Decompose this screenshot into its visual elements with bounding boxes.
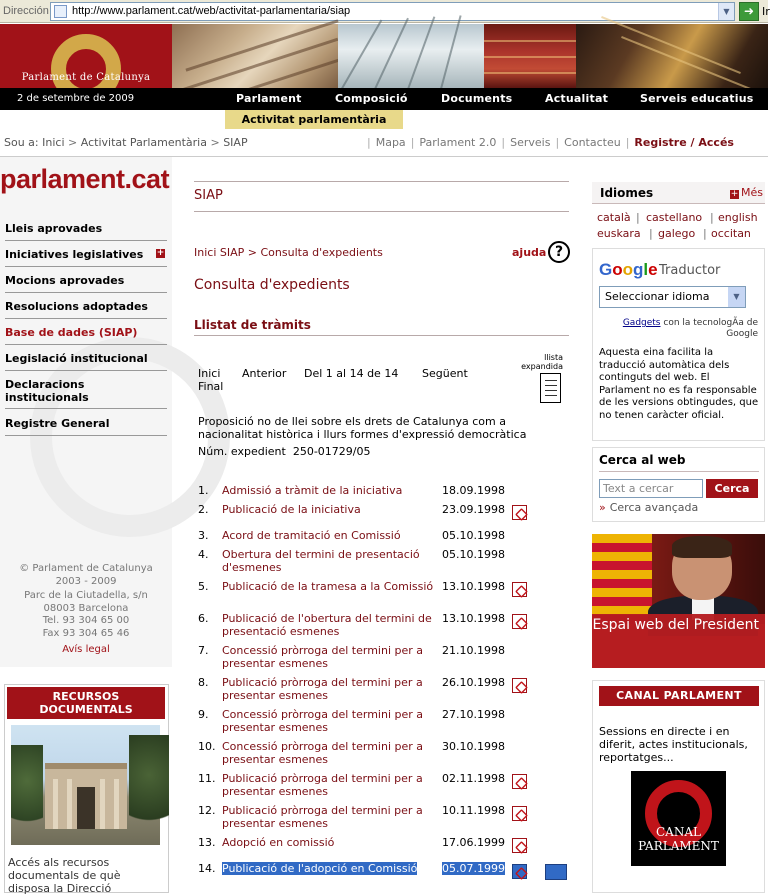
languages-more-link[interactable]	[730, 186, 763, 199]
breadcrumb-inici[interactable]: Inici	[42, 136, 65, 149]
translator-disclaimer: Aquesta eina facilita la traducció automàtica dels continguts del web. El Parlament no es fa responsable de les versions obtingudes, que no tenen caràcter oficial.	[599, 347, 759, 421]
nav-serveis-educatius[interactable]: Serveis educatius	[640, 92, 754, 105]
link-serveis[interactable]: Serveis	[510, 136, 551, 149]
row-number: 11.	[198, 772, 216, 785]
nav-documents[interactable]: Documents	[441, 92, 513, 105]
link-contacteu[interactable]: Contacteu	[564, 136, 621, 149]
expedient-number	[198, 445, 371, 458]
row-title-link[interactable]: Publicació pròrroga del termini per a presentar esmenes	[222, 772, 423, 798]
language-select-value: Seleccionar idioma	[605, 290, 710, 303]
president-banner-text[interactable]: Espai web del President	[592, 617, 759, 633]
link-registre[interactable]: Registre	[634, 136, 687, 149]
more-label: Més	[741, 186, 763, 199]
row-number: 7.	[198, 644, 209, 657]
pdf-icon[interactable]	[512, 678, 527, 693]
canal-parlament-logo[interactable]	[631, 771, 726, 866]
row-date: 26.10.1998	[442, 676, 505, 689]
header-date: 2 de setembre de 2009	[17, 93, 135, 104]
row-date: 27.10.1998	[442, 708, 505, 721]
expedient-value: 250-01729/05	[292, 445, 371, 458]
row-title-link[interactable]: Publicació de la tramesa a la Comissió	[222, 580, 434, 593]
translator-label: Traductor	[659, 263, 721, 278]
city-line: 08003 Barcelona	[43, 602, 129, 614]
row-date: 23.09.1998	[442, 503, 505, 516]
row-number: 2.	[198, 503, 209, 516]
header-photo-skylight	[338, 24, 484, 88]
xml-icon[interactable]	[545, 864, 567, 880]
url-field[interactable]	[50, 2, 735, 21]
row-date: 17.06.1999	[442, 836, 505, 849]
sidebar-item-iniciatives-legislatives[interactable]	[5, 248, 167, 267]
pdf-icon[interactable]	[512, 505, 527, 520]
row-date: 30.10.1998	[442, 740, 505, 753]
section-title: SIAP	[194, 188, 223, 203]
breadcrumb-current: SIAP	[223, 136, 248, 149]
president-banner[interactable]	[592, 534, 765, 668]
breadcrumb: Sou a: Inici > Activitat Parlamentària > SIAP	[4, 136, 248, 149]
row-title-link[interactable]: Acord de tramitació en Comissió	[222, 529, 401, 542]
row-number: 6.	[198, 612, 209, 625]
header-photo-stairs	[172, 24, 338, 88]
row-number: 10.	[198, 740, 216, 753]
pdf-icon[interactable]	[512, 806, 527, 821]
search-input[interactable]: Text a cercar	[599, 479, 703, 498]
expand-plus-icon[interactable]: +	[156, 248, 165, 258]
link-mapa[interactable]: Mapa	[375, 136, 406, 149]
sidebar-item-base-de-dades-siap[interactable]: Base de dades (SIAP)	[5, 326, 167, 345]
divider	[599, 471, 759, 472]
pager-range: Del 1 al 14 de 14	[304, 367, 399, 380]
siap-crumb-inici[interactable]: Inici SIAP	[194, 246, 245, 259]
fax-line: Fax 93 304 65 46	[42, 627, 130, 639]
row-number: 4.	[198, 548, 209, 561]
subnav-activitat-parlamentaria[interactable]: Activitat parlamentària	[225, 110, 403, 129]
sidebar-item-mocions-aprovades[interactable]: Mocions aprovades	[5, 274, 167, 293]
link-parlament-2-0[interactable]: Parlament 2.0	[419, 136, 497, 149]
pdf-icon[interactable]	[512, 864, 527, 879]
pager-next[interactable]: Següent	[422, 367, 468, 380]
siap-crumb-current: Consulta d'expedients	[260, 246, 383, 259]
row-number: 9.	[198, 708, 209, 721]
row-number: 8.	[198, 676, 209, 689]
languages-header	[592, 182, 765, 204]
header-photo-chamber	[484, 24, 576, 88]
row-date: 05.10.1998	[442, 529, 505, 542]
go-label[interactable]: Ir	[762, 5, 770, 18]
pager-first[interactable]: Inici	[198, 367, 221, 380]
resources-text: Accés als recursos documentals de què disposa la Direcció	[8, 856, 121, 895]
row-date: 05.10.1998	[442, 548, 505, 561]
row-number: 12.	[198, 804, 216, 817]
lang-catala[interactable]: català	[597, 211, 631, 224]
google-logo: Google	[599, 260, 658, 279]
gadgets-link[interactable]: Gadgets	[622, 318, 661, 328]
address-line: Parc de la Ciutadella, s/n	[24, 590, 148, 601]
page: Dirección http://www.parlament.cat/web/activitat-parlamentaria/siap ▼ ➜ Ir Parlament de Catalunya 2 de setembre de 2009 Parlament Composició Documents Actualitat Serveis educatius Activitat parlamentària Sou a: Inici > Activitat Parlamentària > SIAP | Mapa | Parlament 2.0 | Serveis | Contacteu | Registre / Accés parlament.cat Lleis aprovades Iniciatives legislatives + Mocions aprovades Resolucions adoptades Base de dades (SIAP) Legislació institucional Declaracions institucionals Registre General © Parlament de Catalunya 2003 - 2009 Parc de la Ciutadella, s/n 08003 Barcelona Tel. 93 304 65 00 Fax 93 304 65 46 Avís legal RECURSOS DOCUMENTALS Accés als recursos documentals de què disposa la Direcció SIAP Inici SIAP > Consulta d'expedients ajuda ? Consulta d'expedients Llistat de tràmits Inici Anterior Del 1 al 14 de 14 Següent Final llista expandida Proposició no de llei sobre els drets de Catalunya com a nacionalitat històrica i llurs formes d'expressió democràtica Núm. expedient 250-01729/05 1. Admissió a tràmit de la iniciativa 18.09.1998 2. Publicació de la iniciativa 23.09.1998 3. Acord de tramitació en Comissió 05.10.1998 4. Obertura del termini de presentació d'esmenes 05.10.1998 5. Publicació de la tramesa a la Comissió 13.10.1998 6. Publicació de l'obertura del termini de presentació esmenes 13.10.1998 7. Concessió pròrroga del termini per a presentar esmenes 21.10.1998 8. Publicació pròrroga del termini per a presentar esmenes 26.10.1998 9. Concessió pròrroga del termini per a presentar esmenes 27.10.1998 10. Concessió pròrroga del termini per a presentar esmenes 30.10.1998 11. Publicació pròrroga del termini per a presentar esmenes 02.11.1998 12. Publicació pròrroga del termini per a presentar esmenes 10.11.1998 13. Adopció en comissió 17.06.1999 14. Publicació de l'adopció en Comissió 05.07.1999 Idiomes + Més català | castellano | english euskara | galego | occitan Google Traductor Seleccionar idioma ▼ Gadgets con la tecnologÃa de Google Aquesta eina facilita la traducció automàtica dels continguts del web. El Parlament no es fa responsable de les versions obtingudes, que no tenen caràcter oficial. Cerca al web Text a cercar Cerca » Cerca avançada Espai web del President CANAL PARLAMENT Sessions en directe i en diferit, actes institucionals, reportatges... CANAL PARLAMENT	[0, 0, 768, 893]
row-date: 13.10.1998	[442, 612, 505, 625]
lang-castellano[interactable]: castellano	[646, 211, 703, 224]
row-date: 10.11.1998	[442, 804, 505, 817]
canal-logo-text: CANAL PARLAMENT	[638, 825, 719, 853]
lang-occitan[interactable]: occitan	[711, 227, 751, 240]
sidebar-footer	[0, 563, 172, 657]
pager-prev[interactable]: Anterior	[242, 367, 287, 380]
sidebar-item-declaracions-institucionals[interactable]: Declaracions institucionals	[5, 378, 167, 409]
breadcrumb-activitat[interactable]: Activitat Parlamentària	[80, 136, 207, 149]
pdf-icon[interactable]	[512, 582, 527, 597]
search-title: Cerca al web	[599, 453, 686, 467]
row-title-link[interactable]: Concessió pròrroga del termini per a presentar esmenes	[222, 740, 424, 766]
row-date: 02.11.1998	[442, 772, 505, 785]
siap-breadcrumb: Inici SIAP > Consulta d'expedients	[194, 246, 383, 259]
logo-text: Parlament de Catalunya	[21, 72, 151, 83]
row-title-link[interactable]: Obertura del termini de presentació d'esmenes	[222, 548, 420, 574]
row-title-link[interactable]: Publicació de la iniciativa	[222, 503, 361, 516]
address-label: Dirección	[3, 5, 49, 17]
pdf-icon[interactable]	[512, 614, 527, 629]
lang-english[interactable]: english	[718, 211, 758, 224]
link-acces[interactable]: Accés	[698, 136, 734, 149]
initiative-description: Proposició no de llei sobre els drets de Catalunya com a nacionalitat històrica i llurs formes d'expressió democràtica	[198, 415, 527, 441]
browser-address-bar	[0, 0, 768, 23]
list-title: Llistat de tràmits	[194, 318, 311, 332]
url-text: http://www.parlament.cat/web/activitat-parlamentaria/siap	[72, 5, 351, 17]
row-title-link[interactable]: Concessió pròrroga del termini per a presentar esmenes	[222, 708, 424, 734]
logo-arc-icon	[645, 780, 712, 817]
language-select[interactable]	[599, 286, 746, 308]
plus-icon: +	[730, 189, 739, 199]
advanced-search-link[interactable]	[599, 501, 698, 514]
row-number: 3.	[198, 529, 209, 542]
help-link[interactable]: ajuda	[512, 246, 547, 259]
row-title-link[interactable]: Adopció en comissió	[222, 836, 335, 849]
expanded-list-label[interactable]: llista expandida	[521, 353, 563, 371]
header-photo-interior	[576, 24, 768, 88]
logo-arc-icon	[51, 34, 121, 72]
divider	[194, 335, 569, 336]
sidebar-item-lleis-aprovades[interactable]: Lleis aprovades	[5, 222, 167, 241]
page-title: Consulta d'expedients	[194, 277, 350, 293]
divider	[194, 181, 569, 182]
row-title-link[interactable]: Publicació pròrroga del termini per a presentar esmenes	[222, 676, 423, 702]
copyright-years: 2003 - 2009	[55, 575, 117, 587]
google-powered-by	[598, 318, 758, 340]
help-question-icon[interactable]: ?	[548, 241, 570, 263]
pdf-icon[interactable]	[512, 838, 527, 853]
sidebar-item-resolucions-adoptades[interactable]: Resolucions adoptades	[5, 300, 167, 319]
powered-by-text: con la tecnologÃa de Google	[663, 318, 758, 339]
go-arrow-icon[interactable]: ➜	[739, 2, 759, 21]
row-number: 14.	[198, 862, 216, 875]
search-button[interactable]: Cerca	[706, 479, 758, 498]
row-number: 1.	[198, 484, 209, 497]
sidebar-item-registre-general[interactable]: Registre General	[5, 417, 167, 436]
canal-parlament-text: Sessions en directe i en diferit, actes institucionals, reportatges...	[599, 725, 748, 764]
sidebar-item-legislacio-institucional[interactable]: Legislació institucional	[5, 352, 167, 371]
advanced-search-label: Cerca avançada	[609, 501, 699, 514]
row-title-link[interactable]: Publicació pròrroga del termini per a presentar esmenes	[222, 804, 423, 830]
row-title-link[interactable]: Publicació de l'adopció en Comissió	[222, 862, 418, 875]
brand-parlament-cat[interactable]: parlament.cat	[0, 164, 170, 194]
phone-line: Tel. 93 304 65 00	[42, 615, 130, 626]
row-title-link[interactable]: Admissió a tràmit de la iniciativa	[222, 484, 403, 497]
breadcrumb-prefix: Sou a:	[4, 136, 39, 149]
row-date: 13.10.1998	[442, 580, 505, 593]
row-number: 13.	[198, 836, 216, 849]
pdf-icon[interactable]	[512, 774, 527, 789]
sidebar-item-label: Iniciatives legislatives	[5, 248, 144, 261]
languages-title: Idiomes	[600, 186, 654, 200]
lang-euskara[interactable]: euskara	[597, 227, 641, 240]
row-number: 5.	[198, 580, 209, 593]
legal-notice-link[interactable]: Avís legal	[62, 644, 110, 655]
chevron-right-icon: »	[599, 501, 606, 514]
copyright-text: © Parlament de Catalunya	[19, 563, 153, 574]
nav-actualitat[interactable]: Actualitat	[545, 92, 609, 105]
divider	[194, 211, 569, 212]
url-dropdown-icon[interactable]: ▼	[718, 3, 734, 20]
resources-building-image[interactable]	[11, 725, 160, 845]
lang-galego[interactable]: galego	[658, 227, 696, 240]
row-title-link[interactable]: Concessió pròrroga del termini per a presentar esmenes	[222, 644, 424, 670]
nav-composicio[interactable]: Composició	[335, 92, 408, 105]
top-links: | Mapa | Parlament 2.0 | Serveis | Contacteu | Registre / Accés	[367, 136, 734, 149]
nav-parlament[interactable]: Parlament	[236, 92, 302, 105]
expedient-label: Núm. expedient	[198, 445, 286, 458]
chevron-down-icon[interactable]: ▼	[728, 287, 745, 307]
document-list-icon[interactable]	[540, 373, 561, 403]
resources-title[interactable]: RECURSOS DOCUMENTALS	[7, 687, 165, 719]
page-icon	[54, 5, 67, 18]
row-title-link[interactable]: Publicació de l'obertura del termini de presentació esmenes	[222, 612, 432, 638]
parlament-logo[interactable]	[0, 24, 172, 88]
row-date: 05.07.1999	[442, 862, 505, 875]
canal-parlament-title[interactable]: CANAL PARLAMENT	[599, 686, 759, 706]
pager-last[interactable]: Final	[198, 380, 224, 393]
row-date: 21.10.1998	[442, 644, 505, 657]
row-date: 18.09.1998	[442, 484, 505, 497]
